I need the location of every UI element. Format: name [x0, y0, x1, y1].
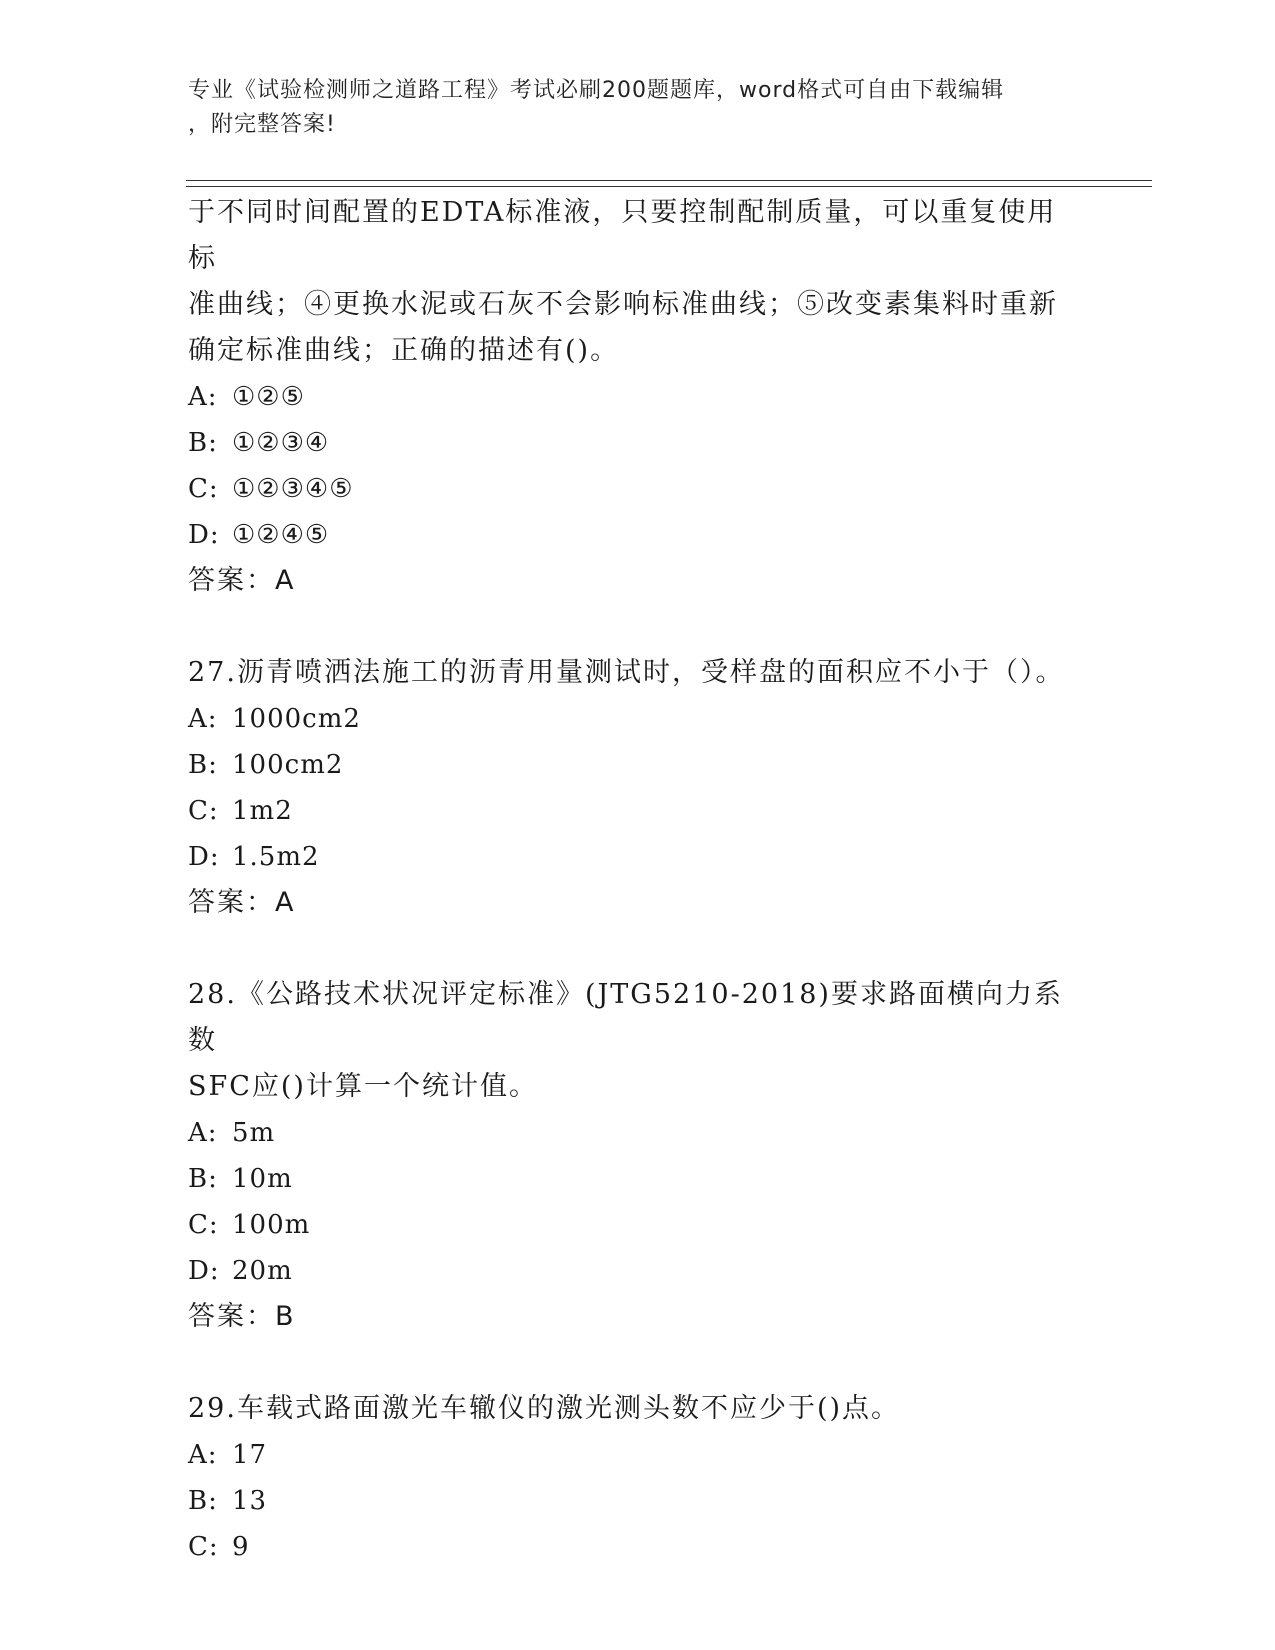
question-text: SFC应()计算一个统计值。	[188, 1071, 538, 1102]
option-b	[188, 1478, 1068, 1524]
option-label: C:	[188, 1210, 219, 1240]
option-label: D:	[188, 842, 220, 872]
option-label: A:	[188, 704, 218, 734]
option-text: 1000cm2	[232, 704, 361, 734]
option-label: A:	[188, 1440, 218, 1470]
option-label: C:	[188, 474, 219, 504]
option-a	[188, 1110, 1068, 1156]
option-text: ①②③④	[232, 428, 330, 458]
option-label: C:	[188, 1532, 219, 1562]
answer: 答案：A	[188, 565, 296, 596]
option-a	[188, 1432, 1068, 1478]
question-text: 准曲线；④更换水泥或石灰不会影响标准曲线；⑤改变素集料时重新	[188, 289, 1058, 320]
option-d	[188, 1248, 1068, 1294]
question-28	[188, 972, 1068, 1340]
option-c	[188, 466, 1068, 512]
option-label: B:	[188, 750, 218, 780]
option-text: 1.5m2	[232, 842, 320, 872]
option-c	[188, 788, 1068, 834]
question-text: 于不同时间配置的EDTA标准液，只要控制配制质量，可以重复使用标	[188, 197, 1057, 274]
option-text: 9	[232, 1532, 250, 1562]
option-label: A:	[188, 1118, 218, 1148]
option-text: ①②③④⑤	[232, 474, 354, 504]
option-text: 10m	[232, 1164, 293, 1194]
document-header	[188, 74, 1088, 142]
header-divider-bottom	[186, 186, 1152, 187]
option-text: 20m	[232, 1256, 293, 1286]
option-text: 100m	[232, 1210, 311, 1240]
option-b	[188, 420, 1068, 466]
header-line-1: 专业《试验检测师之道路工程》考试必刷200题题库，word格式可自由下载编辑	[188, 78, 1005, 103]
option-c	[188, 1524, 1068, 1570]
option-text: ①②④⑤	[232, 520, 330, 550]
spacer	[188, 926, 1068, 972]
question-text: 27.沥青喷洒法施工的沥青用量测试时，受样盘的面积应不小于（）。	[188, 657, 1065, 688]
spacer	[188, 604, 1068, 650]
answer: 答案：A	[188, 887, 296, 918]
option-label: D:	[188, 1256, 220, 1286]
question-text: 确定标准曲线；正确的描述有()。	[188, 335, 620, 366]
option-label: B:	[188, 428, 218, 458]
option-a	[188, 696, 1068, 742]
option-text: ①②⑤	[232, 382, 305, 412]
option-text: 5m	[232, 1118, 276, 1148]
option-d	[188, 512, 1068, 558]
question-27	[188, 650, 1068, 926]
answer: 答案：B	[188, 1301, 296, 1332]
document-body	[188, 190, 1068, 1570]
option-label: C:	[188, 796, 219, 826]
option-text: 13	[232, 1486, 268, 1516]
question-text: 28.《公路技术状况评定标准》(JTG5210-2018)要求路面横向力系数	[188, 979, 1063, 1056]
question-26	[188, 190, 1068, 604]
question-29	[188, 1386, 1068, 1570]
option-label: B:	[188, 1486, 218, 1516]
option-d	[188, 834, 1068, 880]
option-text: 1m2	[232, 796, 293, 826]
spacer	[188, 1340, 1068, 1386]
option-a	[188, 374, 1068, 420]
option-label: D:	[188, 520, 220, 550]
option-b	[188, 1156, 1068, 1202]
question-text: 29.车载式路面激光车辙仪的激光测头数不应少于()点。	[188, 1393, 901, 1424]
option-text: 100cm2	[232, 750, 344, 780]
header-divider-top	[186, 180, 1152, 181]
option-b	[188, 742, 1068, 788]
option-label: B:	[188, 1164, 218, 1194]
option-c	[188, 1202, 1068, 1248]
option-label: A:	[188, 382, 218, 412]
header-line-2: ，附完整答案!	[188, 112, 336, 137]
option-text: 17	[232, 1440, 268, 1470]
